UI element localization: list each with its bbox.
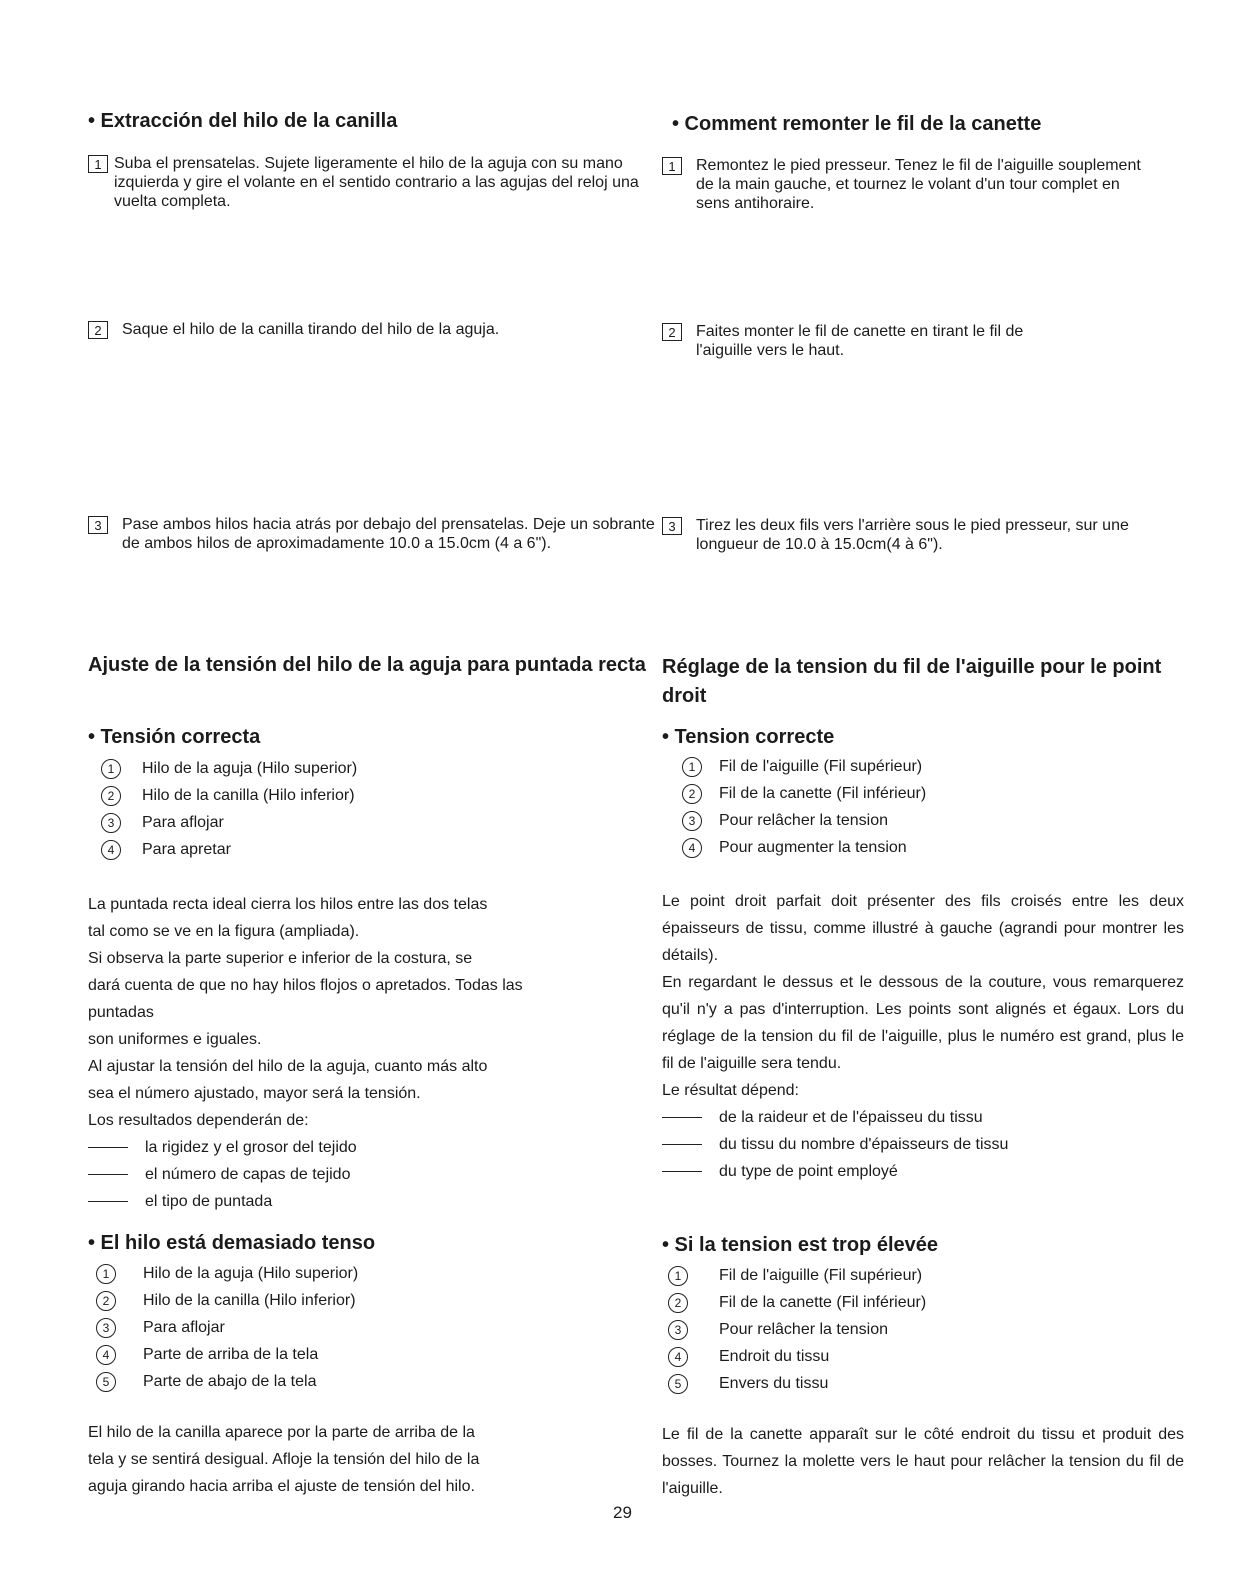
list-item: [101, 836, 663, 863]
step-text: Remontez le pied presseur. Tenez le fil de l'aiguille souplement de la main gauche, et tournez le volant d'un tour complet en sens antihoraire.: [696, 157, 1141, 212]
step-1: [662, 156, 1152, 213]
text-line: son uniformes e iguales.: [88, 1031, 262, 1048]
text-line: puntadas: [88, 1004, 154, 1021]
list-item-text: Hilo de la aguja (Hilo superior): [143, 1265, 359, 1282]
circled-number: 2: [682, 784, 702, 804]
list-item: [668, 1316, 1182, 1343]
dash-item-text: du type de point employé: [719, 1163, 898, 1180]
list-item-text: Fil de la canette (Fil inférieur): [719, 785, 927, 802]
dash-mark: [662, 1171, 702, 1172]
dash-mark: [88, 1147, 128, 1148]
circled-number: 1: [682, 757, 702, 777]
main-heading: Réglage de la tension du fil de l'aiguille pour le point droit: [662, 656, 1162, 707]
step-number: 2: [662, 323, 682, 341]
text-paragraph: Le fil de la canette apparaît sur le côté endroit du tissu et produit des bosses. Tournez la molette vers le haut pour relâcher la tension du fil de l'aiguille.: [662, 1426, 1184, 1497]
list-item-text: Parte de arriba de la tela: [143, 1346, 319, 1363]
correct-tension-title: • Tensión correcta: [88, 726, 261, 748]
circled-number: 3: [96, 1318, 116, 1338]
list-item: [668, 1262, 1182, 1289]
dash-mark: [662, 1117, 702, 1118]
step-text: Suba el prensatelas. Sujete ligeramente el hilo de la aguja con su mano izquierda y gire el volante en el sentido contrario a las agujas del reloj una vuelta completa.: [114, 155, 639, 210]
step-2: [88, 320, 663, 339]
step-number: 3: [662, 517, 682, 535]
list-item: [96, 1287, 663, 1314]
text-line: La puntada recta ideal cierra los hilos entre las dos telas: [88, 896, 488, 913]
circled-number: 2: [96, 1291, 116, 1311]
step-number: 2: [88, 321, 108, 339]
step-text: Saque el hilo de la canilla tirando del hilo de la aguja.: [122, 321, 500, 338]
circled-number: 2: [101, 786, 121, 806]
correct-tension-list: [682, 753, 1182, 861]
dash-item-text: el número de capas de tejido: [145, 1166, 351, 1183]
circled-number: 3: [101, 813, 121, 833]
dash-mark: [88, 1201, 128, 1202]
correct-tension-title: • Tension correcte: [662, 726, 835, 748]
text-line: tela y se sentirá desigual. Afloje la tensión del hilo de la: [88, 1451, 480, 1468]
text-line: dará cuenta de que no hay hilos flojos o apretados. Todas las: [88, 977, 523, 994]
section-title: • Extracción del hilo de la canilla: [88, 110, 398, 132]
dash-item: [88, 1161, 663, 1188]
dash-item: [662, 1104, 1184, 1131]
too-tight-title: • Si la tension est trop élevée: [662, 1234, 938, 1256]
list-item: [96, 1314, 663, 1341]
dash-item-text: du tissu du nombre d'épaisseurs de tissu: [719, 1136, 1009, 1153]
dash-item-text: de la raideur et de l'épaisseu du tissu: [719, 1109, 983, 1126]
circled-number: 3: [682, 811, 702, 831]
list-item: [96, 1341, 663, 1368]
list-item-text: Para aflojar: [142, 814, 224, 831]
step-3: [88, 515, 669, 553]
dash-item: [662, 1131, 1184, 1158]
step-3: [662, 516, 1192, 554]
too-tight-list: [96, 1260, 663, 1395]
circled-number: 4: [682, 838, 702, 858]
list-item-text: Para aflojar: [143, 1319, 225, 1336]
step-number: 1: [662, 157, 682, 175]
too-tight-title: • El hilo está demasiado tenso: [88, 1232, 376, 1254]
step-text: Pase ambos hilos hacia atrás por debajo del prensatelas. Deje un sobrante de ambos hilos de aproximadamente 10.0 a 15.0cm (4 a 6").: [122, 516, 655, 552]
main-heading: Ajuste de la tensión del hilo de la aguja para puntada recta: [88, 654, 646, 676]
list-item: [682, 753, 1182, 780]
circled-number: 4: [668, 1347, 688, 1367]
list-item: [668, 1370, 1182, 1397]
explanation-paragraph: [662, 888, 1184, 1185]
circled-number: 1: [668, 1266, 688, 1286]
list-item: [101, 755, 663, 782]
dash-item: [88, 1188, 663, 1215]
list-item-text: Pour relâcher la tension: [719, 1321, 888, 1338]
list-item-text: Pour relâcher la tension: [719, 812, 888, 829]
list-item-text: Pour augmenter la tension: [719, 839, 907, 856]
section-title: • Comment remonter le fil de la canette: [672, 113, 1042, 135]
dash-item-text: el tipo de puntada: [145, 1193, 273, 1210]
text-line: Si observa la parte superior e inferior de la costura, se: [88, 950, 473, 967]
text-line: sea el número ajustado, mayor será la tensión.: [88, 1085, 421, 1102]
list-item-text: Fil de la canette (Fil inférieur): [719, 1294, 927, 1311]
correct-tension-list: [101, 755, 663, 863]
list-item-text: Para apretar: [142, 841, 231, 858]
dash-item: [88, 1134, 663, 1161]
text-line: El hilo de la canilla aparece por la parte de arriba de la: [88, 1424, 475, 1441]
step-number: 3: [88, 516, 108, 534]
list-item: [668, 1289, 1182, 1316]
step-1: [88, 154, 663, 211]
too-tight-list: [668, 1262, 1182, 1397]
dash-item: [662, 1158, 1184, 1185]
list-item-text: Fil de l'aiguille (Fil supérieur): [719, 758, 923, 775]
step-number: 1: [88, 155, 108, 173]
step-text: Tirez les deux fils vers l'arrière sous le pied presseur, sur une longueur de 10.0 à 15.0cm(4 à 6").: [696, 517, 1129, 553]
explanation-paragraph: [88, 891, 663, 1215]
circled-number: 4: [96, 1345, 116, 1365]
list-item: [682, 807, 1182, 834]
final-paragraph: [88, 1419, 663, 1500]
list-item: [96, 1260, 663, 1287]
circled-number: 1: [101, 759, 121, 779]
text-line: tal como se ve en la figura (ampliada).: [88, 923, 360, 940]
list-item-text: Hilo de la aguja (Hilo superior): [142, 760, 358, 777]
list-item: [101, 782, 663, 809]
circled-number: 2: [668, 1293, 688, 1313]
text-paragraph: Le résultat dépend:: [662, 1082, 799, 1099]
circled-number: 4: [101, 840, 121, 860]
list-item-text: Fil de l'aiguille (Fil supérieur): [719, 1267, 923, 1284]
list-item-text: Parte de abajo de la tela: [143, 1373, 317, 1390]
final-paragraph: [662, 1421, 1184, 1502]
list-item: [668, 1343, 1182, 1370]
text-paragraph: En regardant le dessus et le dessous de la couture, vous remarquerez qu'il n'y a pas d'interruption. Les points sont alignés et égaux. Lors du réglage de la tension du fil de l'aiguille, plus le numéro est grand, plus le fil de l'aiguille sera tendu.: [662, 974, 1184, 1072]
list-item-text: Envers du tissu: [719, 1375, 829, 1392]
page-number: 29: [613, 1503, 632, 1522]
text-line: Los resultados dependerán de:: [88, 1112, 309, 1129]
dash-mark: [662, 1144, 702, 1145]
circled-number: 1: [96, 1264, 116, 1284]
list-item-text: Hilo de la canilla (Hilo inferior): [142, 787, 355, 804]
circled-number: 5: [668, 1374, 688, 1394]
text-line: aguja girando hacia arriba el ajuste de tensión del hilo.: [88, 1478, 475, 1495]
list-item-text: Hilo de la canilla (Hilo inferior): [143, 1292, 356, 1309]
text-line: Al ajustar la tensión del hilo de la aguja, cuanto más alto: [88, 1058, 488, 1075]
circled-number: 5: [96, 1372, 116, 1392]
text-paragraph: Le point droit parfait doit présenter des fils croisés entre les deux épaisseurs de tissu, comme illustré à gauche (agrandi pour montrer les détails).: [662, 893, 1184, 964]
list-item: [682, 834, 1182, 861]
dash-item-text: la rigidez y el grosor del tejido: [145, 1139, 357, 1156]
step-2: [662, 322, 1062, 360]
dash-mark: [88, 1174, 128, 1175]
circled-number: 3: [668, 1320, 688, 1340]
step-text: Faites monter le fil de canette en tirant le fil de l'aiguille vers le haut.: [696, 323, 1024, 359]
list-item-text: Endroit du tissu: [719, 1348, 830, 1365]
list-item: [96, 1368, 663, 1395]
list-item: [101, 809, 663, 836]
list-item: [682, 780, 1182, 807]
